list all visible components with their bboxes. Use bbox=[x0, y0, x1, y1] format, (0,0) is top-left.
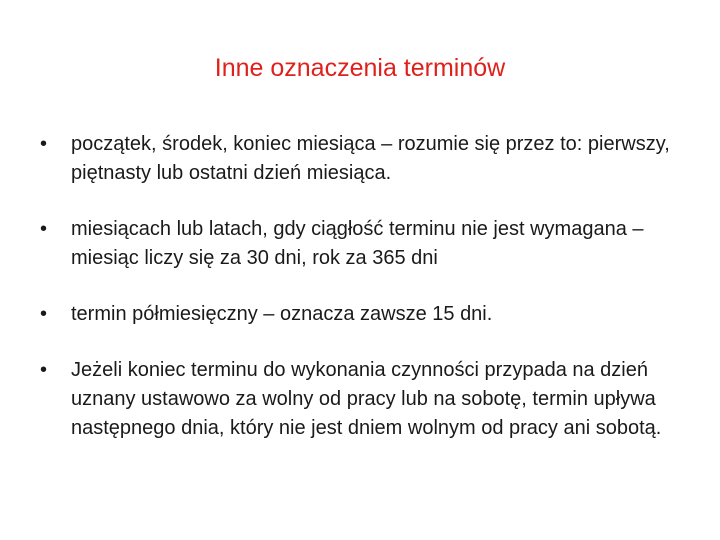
bullet-text: Jeżeli koniec terminu do wykonania czynności przypada na dzień uznany ustawowo za wolny od pracy lub na sobotę, termin upływa następnego dnia, który nie jest dniem wolnym od pracy ani sobotą. bbox=[71, 359, 662, 439]
bullet-icon: • bbox=[40, 359, 48, 381]
bullet-item bbox=[40, 215, 690, 273]
bullet-text: początek, środek, koniec miesiąca – rozumie się przez to: pierwszy, piętnasty lub ostatni dzień miesiąca. bbox=[71, 133, 670, 184]
bullet-text: miesiącach lub latach, gdy ciągłość terminu nie jest wymagana – miesiąc liczy się za 30 dni, rok za 365 dni bbox=[71, 218, 644, 269]
bullet-item bbox=[40, 300, 690, 329]
bullet-text: termin półmiesięczny – oznacza zawsze 15 dni. bbox=[71, 303, 493, 325]
bullet-list bbox=[40, 130, 690, 470]
bullet-icon: • bbox=[40, 218, 48, 240]
bullet-item bbox=[40, 130, 690, 188]
bullet-icon: • bbox=[40, 303, 48, 325]
slide-title: Inne oznaczenia terminów bbox=[214, 54, 506, 82]
bullet-icon: • bbox=[40, 133, 48, 155]
bullet-item bbox=[40, 356, 690, 443]
